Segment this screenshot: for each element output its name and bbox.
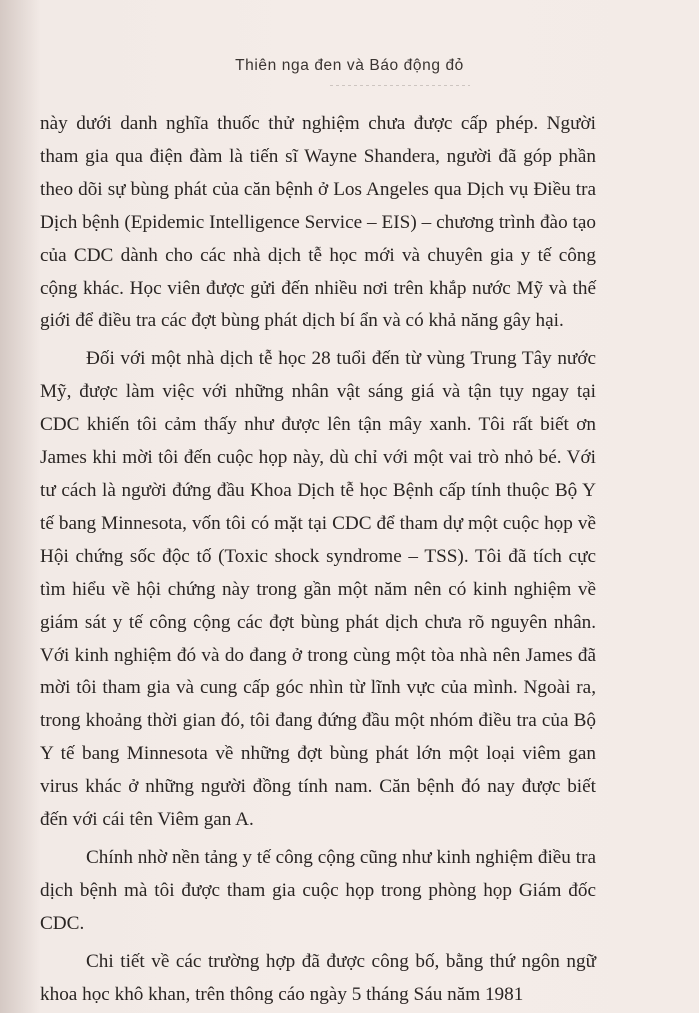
page-gutter-shadow [0,0,40,1013]
paragraph: Đối với một nhà dịch tễ học 28 tuổi đến từ vùng Trung Tây nước Mỹ, được làm việc với những nhân vật sáng giá và tận tụy ngay tại CDC khiến tôi cảm thấy như được lên tận mây xanh. Tôi rất biết ơn James khi mời tôi đến cuộc họp này, dù chỉ với một vai trò nhỏ bé. Với tư cách là người đứng đầu Khoa Dịch tễ học Bệnh cấp tính thuộc Bộ Y tế bang Minnesota, vốn tôi có mặt tại CDC để tham dự một cuộc họp về Hội chứng sốc độc tố (Toxic shock syndrome – TSS). Tôi đã tích cực tìm hiểu về hội chứng này trong gần một năm nên có kinh nghiệm về giám sát y tế công cộng các đợt bùng phát dịch chưa rõ nguyên nhân. Với kinh nghiệm đó và do đang ở trong cùng một tòa nhà nên James đã mời tôi tham gia và cung cấp góc nhìn từ lĩnh vực của mình. Ngoài ra, trong khoảng thời gian đó, tôi đang đứng đầu một nhóm điều tra của Bộ Y tế bang Minnesota về những đợt bùng phát lớn một loại viêm gan virus khác ở những người đồng tính nam. Căn bệnh đó nay được biết đến với cái tên Viêm gan A. [40,348,596,831]
running-header: Thiên nga đen và Báo động đỏ [235,57,464,74]
paragraph: Chính nhờ nền tảng y tế công cộng cũng như kinh nghiệm điều tra dịch bệnh mà tôi được tham gia cuộc họp trong phòng họp Giám đốc CDC. [40,846,596,934]
body-text [40,108,596,1011]
header-rule [330,85,470,86]
paragraph-continued: này dưới danh nghĩa thuốc thử nghiệm chưa được cấp phép. Người tham gia qua điện đàm là tiến sĩ Wayne Shandera, người đã góp phần theo dõi sự bùng phát của căn bệnh ở Los Angeles qua Dịch vụ Điều tra Dịch bệnh (Epidemic Intelligence Service – EIS) – chương trình đào tạo của CDC dành cho các nhà dịch tễ học mới và chuyên gia y tế công cộng khác. Học viên được gửi đến nhiều nơi trên khắp nước Mỹ và thế giới để điều tra các đợt bùng phát dịch bí ẩn và có khả năng gây hại. [40,113,596,332]
paragraph: Chi tiết về các trường hợp đã được công bố, bằng thứ ngôn ngữ khoa học khô khan, trên thông cáo ngày 5 tháng Sáu năm 1981 [40,950,596,1005]
